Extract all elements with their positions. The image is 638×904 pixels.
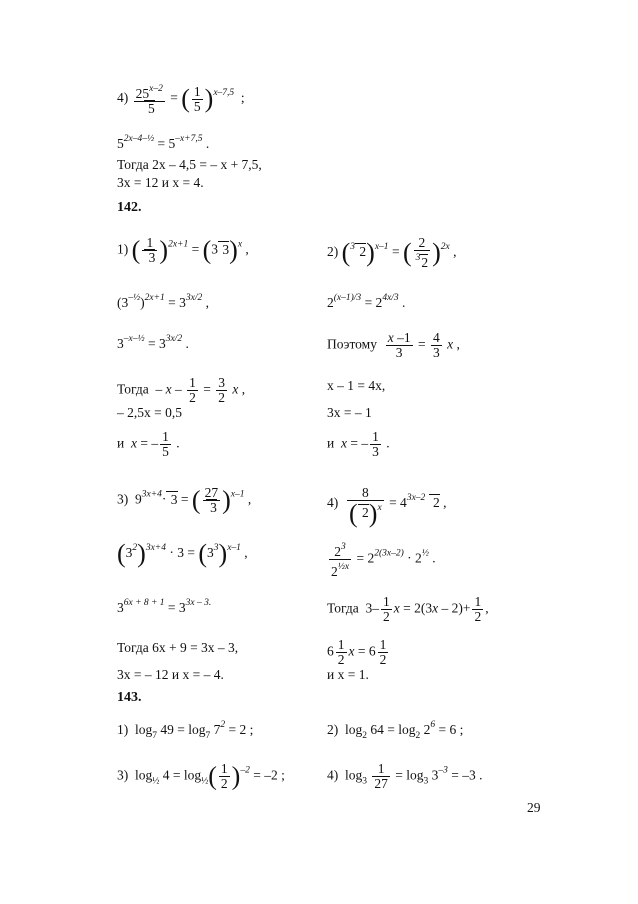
p142-4-line1: 4) $\frac{8}{( 2)^x}$ = $4^{3x-2}$ 2 , (327, 485, 447, 528)
p141-line1: 4) $\frac{25^{x-2}}{5}$ = ( $\frac{1}{5}$ )$^{x-7,5}$ ; (117, 83, 245, 116)
p142-3-line1: 3) $9^{3x+4}\cdot 3$ = ( $\frac{27}{3}$ )$^{x-1}$ , (117, 485, 252, 515)
p143-2: 2) $\log_2 64 = \log_2 2^6 = 6$ ; (327, 720, 464, 741)
p142-4-then: Тогда 3– $\frac{1}{2}$ x = 2(3x – 2)+ $\frac{1}{2}$ , (327, 594, 489, 624)
p143-1: 1) $\log_7 49 = \log_7 7^2 = 2$ ; (117, 720, 254, 741)
p142-2-step2: 3x = – 1 (327, 405, 372, 420)
p141-label: 4) (117, 90, 129, 106)
paren-left: ( (181, 84, 190, 113)
p142-4-answer: и x = 1. (327, 667, 369, 682)
p142-2-line1: 2) ($^3$ 2)$^{x-1}$ = ( $\frac{2}{^32}$ )$^{2x}$ , (327, 235, 457, 270)
p142-3-answer: 3x = – 12 и x = – 4. (117, 667, 224, 682)
p142-1-line1: 1) ( $\frac{1}{3}$ )$^{2x+1}$ = (3 3)$^x$ , (117, 235, 249, 265)
p141-answer: 3x = 12 и x = 4. (117, 175, 204, 190)
heading-143: 143. (117, 690, 142, 705)
p142-3-then: Тогда 6x + 9 = 3x – 3, (117, 640, 239, 655)
p142-3-line2: $(3^2)^{3x+4} \cdot 3 = (3^3)^{x-1}$ , (117, 538, 248, 568)
p142-1-answer: и x = – $\frac{1}{5}$ . (117, 429, 180, 459)
p142-4-step: 6 $\frac{1}{2}$ x = 6 $\frac{1}{2}$ (327, 637, 387, 667)
p142-1-step: – 2,5x = 0,5 (117, 405, 182, 420)
p141-fraction: $\frac{25^{x-2}}{5}$ (135, 84, 163, 116)
p142-2-line3: Поэтому $\frac{x -1}{3}$ = $\frac{4}{3}$ x , (327, 330, 460, 360)
p142-2-answer: и x = – $\frac{1}{3}$ . (327, 429, 390, 459)
p141-then: Тогда 2x – 4,5 = – x + 7,5, (117, 157, 262, 172)
p143-4: 4) $\log_3$ $\frac{1}{27}$ = $\log_3 3^{-3} = -3$ . (327, 761, 483, 791)
p142-1-line3: $3^{-x-\frac{1}{2}} = 3^{3x/2}$ . (117, 334, 189, 351)
heading-142: 142. (117, 200, 142, 215)
p142-2-line2: $2^{(x-1)/3} = 2^{4x/3}$ . (327, 293, 406, 310)
p143-3: 3) $\log_{\frac{1}{2}} 4 = \log_{\frac{1}{2}}$( $\frac{1}{2}$ )$^{-2}$ = –2 ; (117, 761, 285, 791)
page-number: 29 (527, 800, 541, 815)
p142-1-then: Тогда – x – $\frac{1}{2}$ = $\frac{3}{2}$ x , (117, 375, 246, 405)
p142-3-line3: $3^{6x + 8 + 1} = 3^{3x - 3.}$ (117, 598, 212, 615)
p142-2-step1: x – 1 = 4x, (327, 378, 386, 393)
p142-1-line2: $(3^{-\frac{1}{2}})^{2x+1} = 3^{3x/2}$ , (117, 293, 209, 310)
p141-line2: $5^{2x-4-\frac{1}{2}} = 5^{-x+7,5}$ . (117, 134, 210, 151)
p142-4-line2: $\frac{2^3}{2^{\frac{1}{2}x}}$ = $2^{2(3x-2)} \cdot 2^{\frac{1}{2}}$ . (331, 542, 436, 579)
